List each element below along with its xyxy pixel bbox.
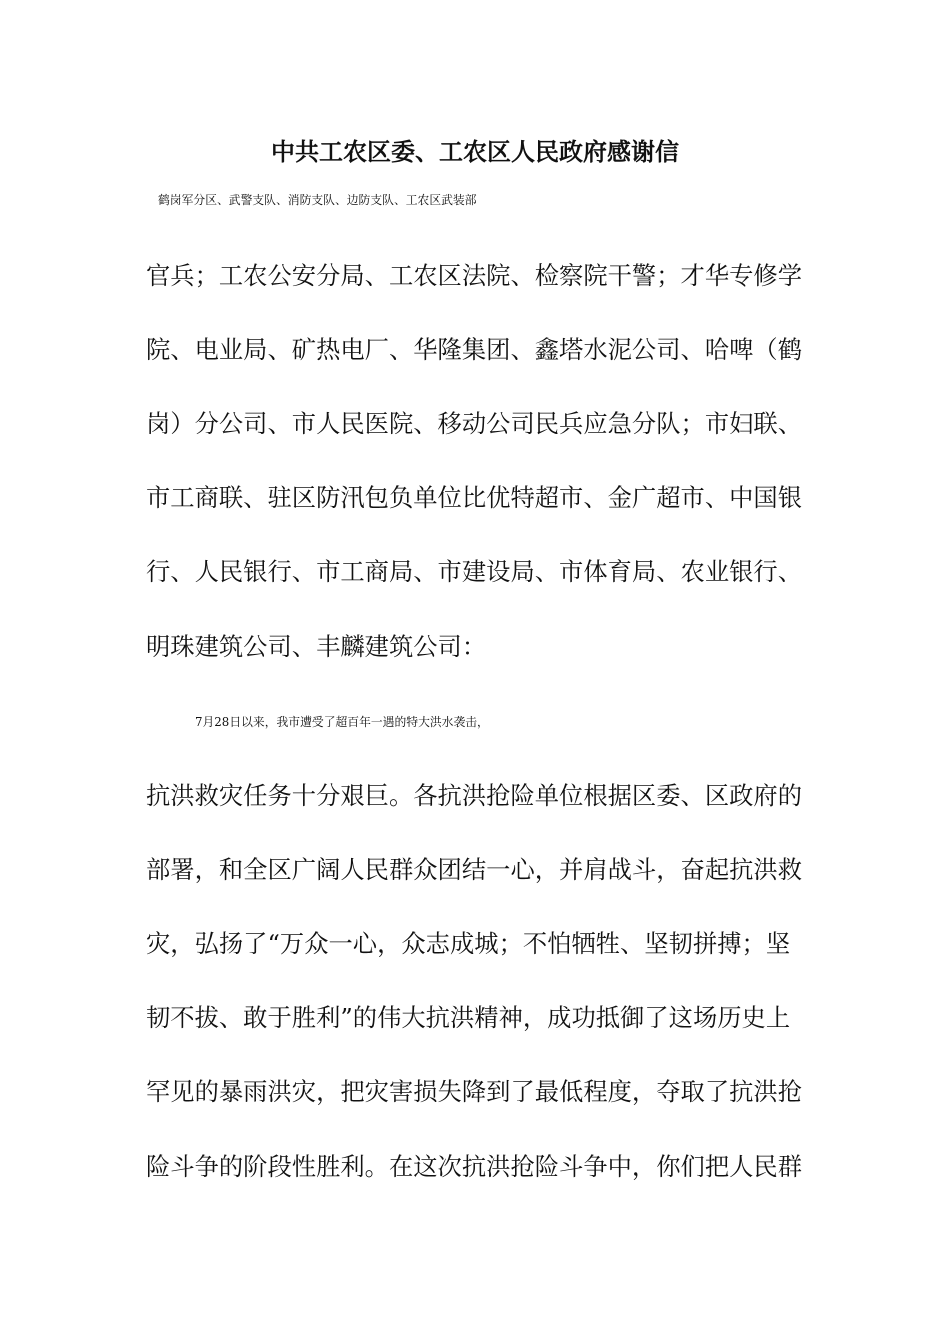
body-line-14: 险斗争的阶段性胜利。在这次抗洪抢险斗争中，你们把人民群 <box>146 1152 803 1181</box>
body-line-12: 韧不拔、敢于胜利”的伟大抗洪精神，成功抵御了这场历史上 <box>146 1003 791 1032</box>
document-title: 中共工农区委、工农区人民政府感谢信 <box>271 137 679 166</box>
body-line-10: 部署，和全区广阔人民群众团结一心，并肩战斗，奋起抗洪救 <box>146 855 803 884</box>
body-line-8: 7月28日以来，我市遭受了超百年一遇的特大洪水袭击， <box>195 715 489 729</box>
body-line-1: 鹤岗军分区、武警支队、消防支队、边防支队、工农区武装部 <box>158 193 477 207</box>
body-line-13: 罕见的暴雨洪灾，把灾害损失降到了最低程度，夺取了抗洪抢 <box>146 1077 803 1106</box>
body-line-5: 市工商联、驻区防汛包负单位比优特超市、金广超市、中国银 <box>146 483 803 512</box>
body-line-11: 灾，弘扬了“万众一心，众志成城；不怕牺牲、坚韧拼搏；坚 <box>146 929 791 958</box>
body-line-2: 官兵；工农公安分局、工农区法院、检察院干警；才华专修学 <box>146 261 803 290</box>
body-line-7: 明珠建筑公司、丰麟建筑公司： <box>146 632 487 661</box>
body-line-4: 岗）分公司、市人民医院、移动公司民兵应急分队；市妇联、 <box>146 409 803 438</box>
body-line-6: 行、人民银行、市工商局、市建设局、市体育局、农业银行、 <box>146 557 803 586</box>
body-line-3: 院、电业局、矿热电厂、华隆集团、鑫塔水泥公司、哈啤（鹤 <box>146 335 803 364</box>
body-line-9: 抗洪救灾任务十分艰巨。各抗洪抢险单位根据区委、区政府的 <box>146 781 803 810</box>
